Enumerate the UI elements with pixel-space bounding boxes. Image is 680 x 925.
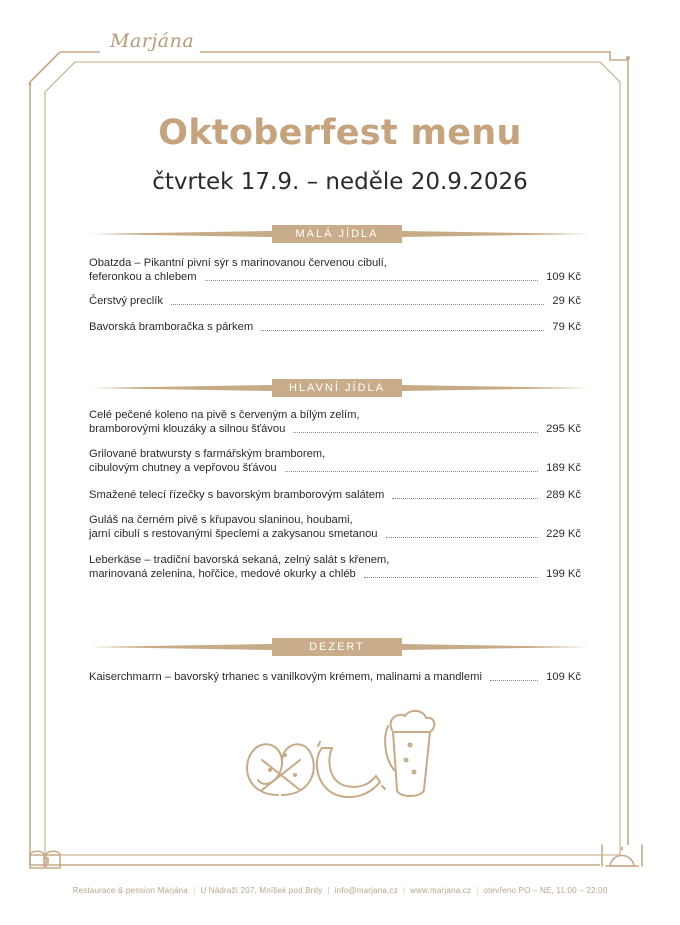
- cloche-icon: [602, 845, 642, 866]
- brand-logo: Marjána: [104, 30, 200, 52]
- menu-item-name-line1: Guláš na černém pivě s křupavou slaninou, houbami,: [89, 514, 353, 526]
- menu-item-name-line1: Celé pečené koleno na pivě s červeným a bílým zelím,: [89, 409, 360, 421]
- menu-item-price: 229 Kč: [546, 528, 581, 540]
- footer: Restaurace & pension Marjána | U Nádraží 207, Mníšek pod Brdy | info@marjana.cz | www.marjana.cz | otevřeno PO – NE, 11:00 – 22:00: [72, 886, 608, 895]
- menu-item-price: 289 Kč: [546, 489, 581, 501]
- sausage-icon: [317, 742, 385, 797]
- beer-mugs-icon: [30, 851, 60, 868]
- footer-address: U Nádraží 207, Mníšek pod Brdy: [200, 886, 323, 895]
- menu-item-price: 199 Kč: [546, 568, 581, 580]
- footer-email[interactable]: info@marjana.cz: [334, 886, 398, 895]
- section-label-dezert: DEZERT: [272, 638, 402, 656]
- footer-hours: otevřeno PO – NE, 11:00 – 22:00: [483, 886, 608, 895]
- menu-item-price: 29 Kč: [552, 295, 581, 307]
- menu-item-name: Bavorská bramboračka s párkem: [89, 321, 254, 333]
- footer-web[interactable]: www.marjana.cz: [410, 886, 472, 895]
- page-subtitle: čtvrtek 17.9. – neděle 20.9.2026: [152, 169, 528, 195]
- section-label-mala-jidla: MALÁ JÍDLA: [272, 225, 402, 243]
- menu-item-price: 295 Kč: [546, 423, 581, 435]
- menu-item-name-line1: Obatzda – Pikantní pivní sýr s marinovanou červenou cibulí,: [89, 257, 387, 269]
- menu-item-name-line1: Leberkäse – tradiční bavorská sekaná, zelný salát s křenem,: [89, 554, 390, 566]
- menu-item-name-line1: Grilované bratwursty s farmářským bramborem,: [89, 448, 326, 460]
- menu-item-name-line2: jarní cibulí s restovanými špeclemi a zakysanou smetanou: [89, 528, 378, 540]
- menu-item-name-line2: marinovaná zelenina, hořčice, medové okurky a chléb: [89, 568, 356, 580]
- beer-glass-icon: [385, 711, 434, 796]
- menu-item-name: Smažené telecí řízečky s bavorským bramborovým salátem: [89, 489, 385, 501]
- footer-name: Restaurace & pension Marjána: [72, 886, 189, 895]
- menu-item-name: Kaiserchmarrn – bavorský trhanec s vanilkovým krémem, malinami a mandlemi: [89, 671, 482, 683]
- menu-item-price: 109 Kč: [546, 271, 581, 283]
- menu-item-name: Čerstvý preclík: [89, 295, 163, 307]
- pretzel-icon: [247, 744, 314, 795]
- menu-item-price: 79 Kč: [552, 321, 581, 333]
- menu-item-price: 189 Kč: [546, 462, 581, 474]
- section-label-hlavni-jidla: HLAVNÍ JÍDLA: [272, 379, 402, 397]
- menu-item-name-line2: cibulovým chutney a vepřovou šťávou: [89, 462, 277, 474]
- menu-item-name-line2: bramborovými klouzáky a silnou šťávou: [89, 423, 286, 435]
- menu-item-price: 109 Kč: [546, 671, 581, 683]
- page-title: Oktoberfest menu: [158, 113, 522, 153]
- menu-item-name-line2: feferonkou a chlebem: [89, 271, 197, 283]
